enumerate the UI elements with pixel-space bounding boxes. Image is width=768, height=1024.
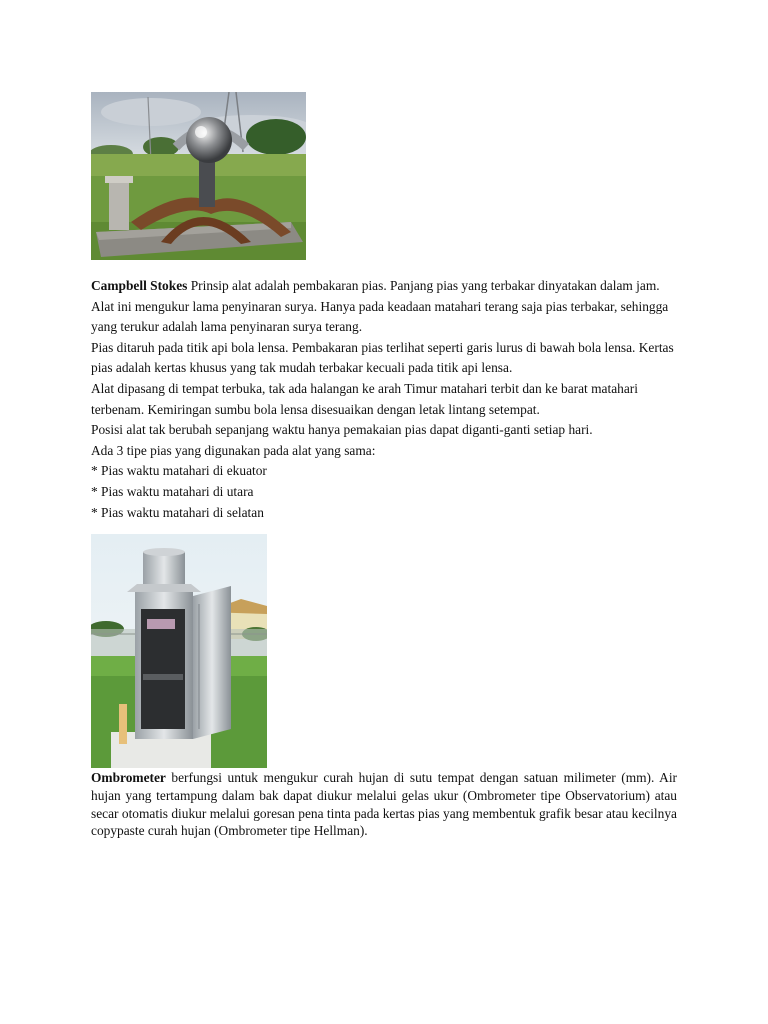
campbell-stokes-description (91, 276, 677, 523)
campbell-paragraph-3: Alat dipasang di tempat terbuka, tak ada halangan ke arah Timur matahari terbit dan ke barat matahari terbenam. Kemiringan sumbu bola lensa disesuaikan dengan letak lintang setempat. (91, 380, 638, 417)
campbell-paragraph-4: Posisi alat tak berubah sepanjang waktu hanya pemakaian pias dapat diganti-ganti setiap hari. (91, 422, 593, 438)
campbell-stokes-title: Campbell Stokes (91, 278, 188, 293)
campbell-intro: Prinsip alat adalah pembakaran pias. Panjang pias yang terbakar dinyatakan dalam jam. Alat ini mengukur lama penyinaran surya. Hanya pada keadaan matahari terang saja pias terbakar, sehingga yang terukur adalah lama penyinaran surya terang. (91, 278, 669, 335)
ombrometer-photo (91, 534, 267, 768)
campbell-paragraph-1 (91, 276, 677, 338)
campbell-paragraph-2: Pias ditaruh pada titik api bola lensa. Pembakaran pias terlihat seperti garis lurus di bawah bola lensa. Kertas pias adalah kertas khusus yang tak mudah terbakar kecuali pada titik api lensa. (91, 339, 674, 376)
ombrometer-paragraph (91, 769, 677, 840)
campbell-stokes-photo (91, 92, 306, 260)
pias-type-item: * Pias waktu matahari di utara (91, 483, 254, 499)
pias-type-item: * Pias waktu matahari di ekuator (91, 463, 267, 479)
ombrometer-description (91, 769, 677, 840)
pias-type-item: * Pias waktu matahari di selatan (91, 504, 264, 520)
pias-types-intro: Ada 3 tipe pias yang digunakan pada alat yang sama: (91, 442, 376, 458)
ombrometer-title: Ombrometer (91, 770, 166, 785)
ombrometer-body: berfungsi untuk mengukur curah hujan di sutu tempat dengan satuan milimeter (mm). Air hujan yang tertampung dalam bak dapat diukur melalui gelas ukur (Ombrometer tipe Observatorium) atau secar otomatis diukur melalui goresan pena tinta pada kertas pias yang membentuk grafik besar atau kecilnya copypaste curah hujan (Ombrometer tipe Hellman). (91, 770, 677, 839)
